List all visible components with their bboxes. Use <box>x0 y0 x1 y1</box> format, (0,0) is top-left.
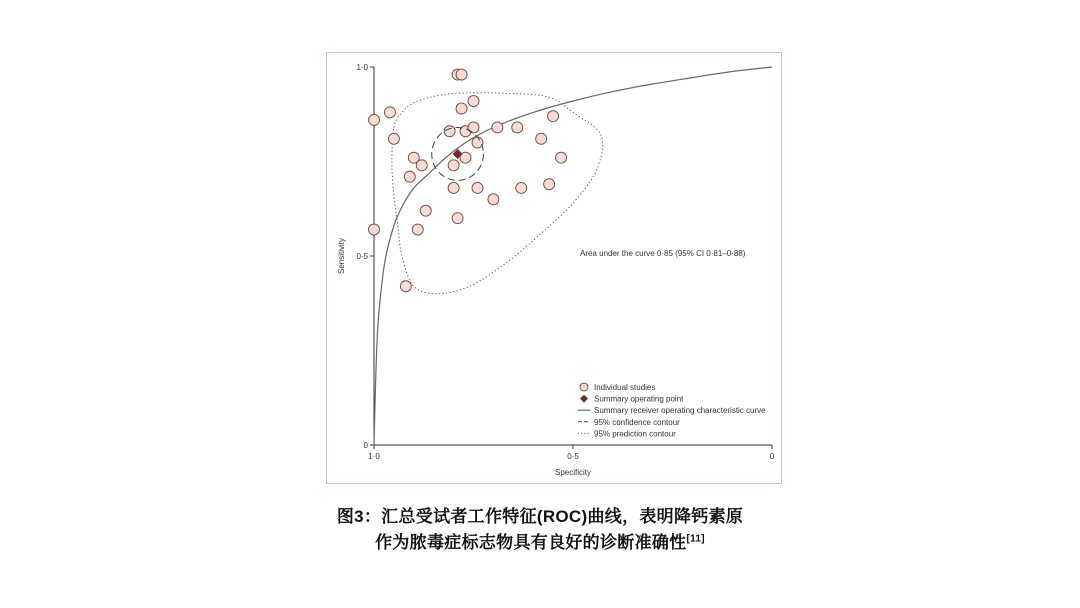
individual-study-point <box>536 133 547 144</box>
individual-study-point <box>412 224 423 235</box>
caption-reference: [11] <box>686 533 705 545</box>
individual-study-point <box>388 133 399 144</box>
individual-study-point <box>400 281 411 292</box>
individual-study-point <box>492 122 503 133</box>
y-tick-label: 1·0 <box>356 63 368 72</box>
individual-study-point <box>448 182 459 193</box>
individual-study-point <box>384 107 395 118</box>
y-tick-label: 0 <box>363 441 368 450</box>
legend-label: 95% prediction contour <box>594 429 676 439</box>
y-tick-label: 0·5 <box>356 252 368 261</box>
legend-diamond-symbol <box>580 395 588 403</box>
figure-caption-line-2 <box>0 528 1080 553</box>
individual-study-point <box>512 122 523 133</box>
individual-study-point <box>456 69 467 80</box>
individual-study-point <box>369 224 380 235</box>
individual-study-point <box>472 182 483 193</box>
legend-label: Individual studies <box>594 383 656 392</box>
legend-label: Summary operating point <box>594 394 684 404</box>
x-axis-label: Specificity <box>554 468 592 477</box>
individual-study-point <box>516 182 527 193</box>
individual-study-point <box>452 213 463 224</box>
individual-study-point <box>488 194 499 205</box>
individual-study-point <box>369 114 380 125</box>
sroc-plot <box>327 53 781 483</box>
individual-study-point <box>468 122 479 133</box>
individual-study-point <box>416 160 427 171</box>
roc-figure <box>326 52 782 484</box>
x-tick-label: 0·5 <box>567 452 579 461</box>
y-axis-label: Sensitivity <box>337 237 346 275</box>
legend-circle-symbol <box>580 383 588 391</box>
individual-study-point <box>444 126 455 137</box>
individual-study-point <box>544 179 555 190</box>
individual-study-point <box>456 103 467 114</box>
individual-study-point <box>472 137 483 148</box>
x-tick-label: 0 <box>769 452 775 461</box>
individual-study-point <box>556 152 567 163</box>
individual-study-point <box>468 96 479 107</box>
caption-text-1: 图3：汇总受试者工作特征(ROC)曲线，表明降钙素原 <box>336 507 744 526</box>
individual-study-point <box>448 160 459 171</box>
x-tick-label: 1·0 <box>368 452 380 461</box>
individual-study-point <box>420 205 431 216</box>
auc-annotation: Area under the curve 0·85 (95% CI 0·81–0·88) <box>580 249 746 258</box>
legend-label: 95% confidence contour <box>594 417 680 427</box>
individual-study-point <box>404 171 415 182</box>
caption-text-2: 作为脓毒症标志物具有良好的诊断准确性 <box>375 533 687 552</box>
legend-label: Summary receiver operating characteristic curve <box>594 406 766 416</box>
figure-caption-line-1 <box>0 502 1080 527</box>
individual-study-point <box>548 111 559 122</box>
